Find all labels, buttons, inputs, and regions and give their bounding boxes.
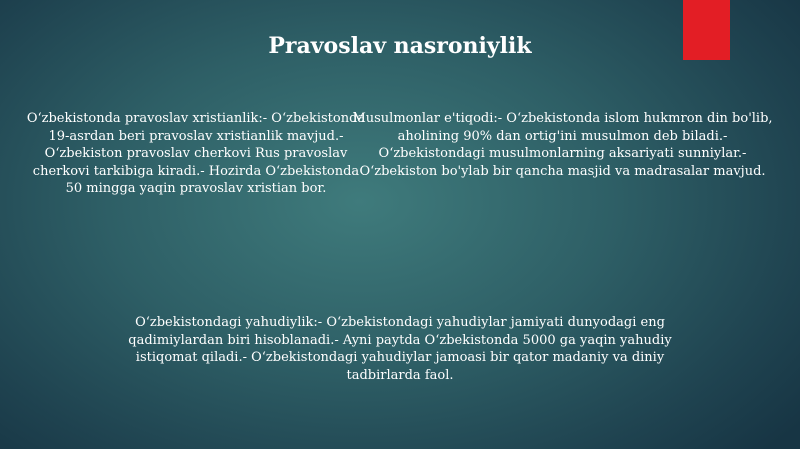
judaism-text: O‘zbekistondagi yahudiylik:- O‘zbekistondagi yahudiylar jamiyati dunyodagi eng qadimiylardan biri hisoblanadi.- Ayni paytda O‘zbekistonda 5000 ga yaqin yahudiy istiqomat qiladi.- O‘zbekistondagi yahudiylar jamoasi bir qator madaniy va diniy tadbirlarda faol. <box>128 315 672 383</box>
muslim-faith-text: Musulmonlar e'tiqodi:- O‘zbekistonda islom hukmron din bo'lib, aholining 90% dan ortig'ini musulmon deb biladi.- O‘zbekistondagi musulmonlarning aksariyati sunniylar.- O‘zbekiston bo'ylab bir qancha masjid va madrasalar mavjud. <box>352 111 773 179</box>
orthodox-christianity-text: O‘zbekistonda pravoslav xristianlik:- O‘zbekistonda 19-asrdan beri pravoslav xristianlik mavjud.- O‘zbekiston pravoslav cherkovi Rus pravoslav cherkovi tarkibiga kiradi.- Hozirda O‘zbekistonda 50 mingga yaqin pravoslav xristian bor. <box>26 111 366 196</box>
slide-title: Pravoslav nasroniylik <box>268 33 532 59</box>
